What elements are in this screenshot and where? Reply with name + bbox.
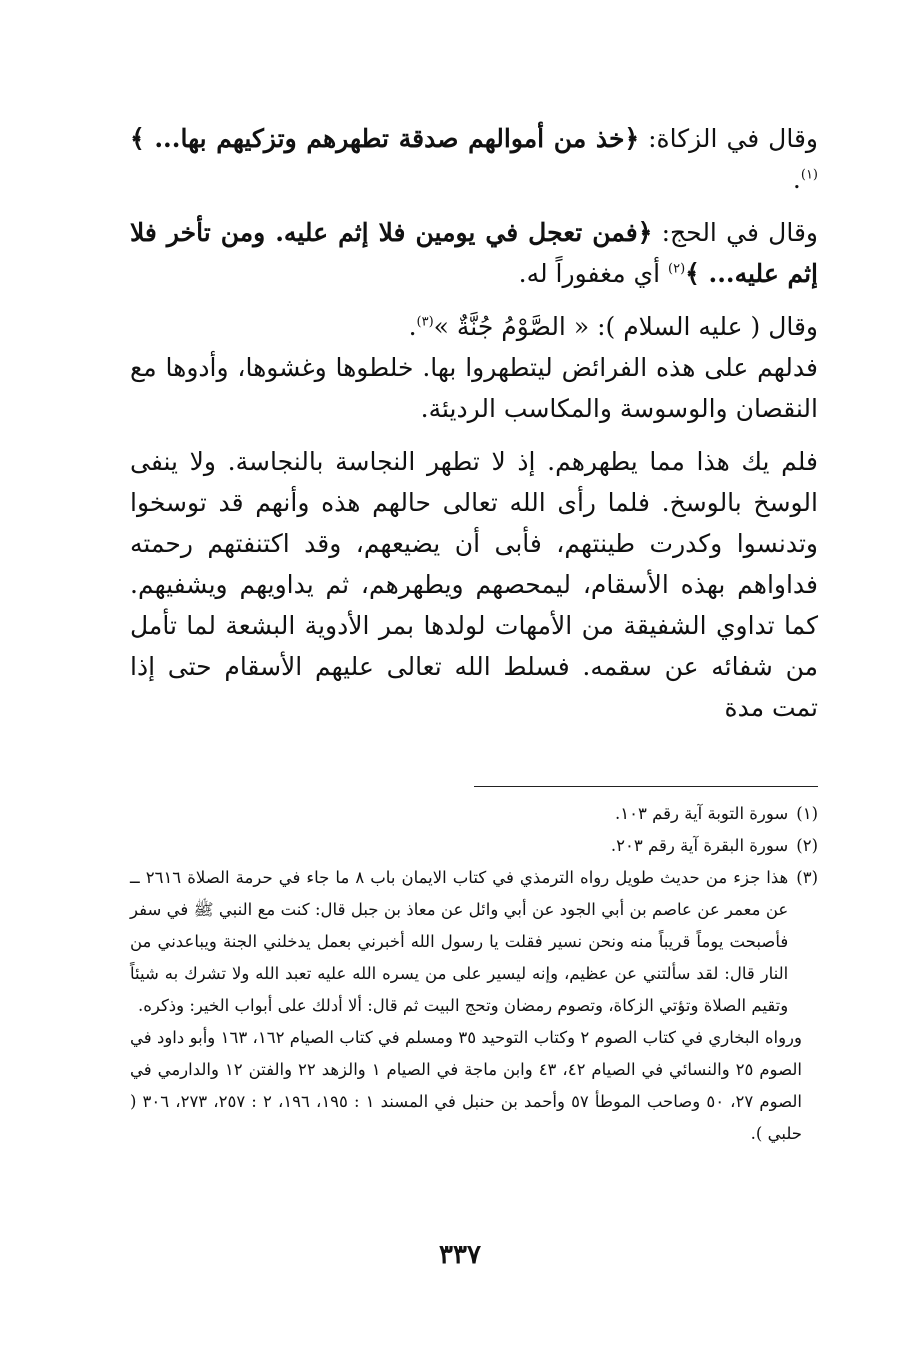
- footnotes: [130, 798, 818, 1150]
- paragraph-hajj: [130, 212, 818, 294]
- ornate-bracket-close: ﴾: [130, 124, 145, 153]
- end-text: .: [408, 312, 417, 341]
- end-text: أي مغفوراً له.: [518, 259, 668, 288]
- footnote-1: [130, 798, 818, 830]
- footnote-3: [130, 862, 818, 1022]
- footnote-number: (٣): [796, 868, 818, 887]
- footnote-number: (٢): [796, 836, 818, 855]
- footnote-ref: (٢): [668, 261, 686, 277]
- quran-verse: فمن تعجل في يومين فلا إثم عليه. ومن تأخر فلا إثم عليه...: [130, 218, 818, 288]
- footnote-divider: [474, 786, 818, 787]
- footnote-2: [130, 830, 818, 862]
- ornate-bracket-close: ﴾: [685, 259, 700, 288]
- footnote-text: هذا جزء من حديث طويل رواه الترمذي في كتاب الايمان باب ٨ ما جاء في حرمة الصلاة ٢٦١٦ ــ عن معمر عن عاصم بن أبي الجود عن أبي وائل عن معاذ بن جبل قال: كنت مع النبي ﷺ في سفر فأصبحت يوماً قريباً منه ونحن نسير فقلت يا رسول الله أخبرني بعمل يدخلني الجنة ويباعدني من النار قال: لقد سألتني عن عظيم، وإنه ليسير على من يسره الله عليه تعبد الله ولا تشرك به شيئاً وتقيم الصلاة وتؤتي الزكاة، وتصوم رمضان وتحج البيت ثم قال: ألا أدلك على أبواب الخير: وذكره.: [130, 868, 789, 1015]
- ornate-bracket-open: ﴿: [637, 218, 653, 247]
- paragraph-fasting: [130, 306, 818, 429]
- footnote-ref: (١): [800, 167, 818, 183]
- footnote-number: (١): [796, 804, 818, 823]
- hadith-text: وقال ( عليه السلام ): « الصَّوْمُ جُنَّةٌ »: [433, 312, 818, 341]
- paragraph-zakat: [130, 118, 818, 200]
- footnote-ref: (٣): [416, 314, 434, 330]
- intro-text: وقال في الحج:: [652, 218, 818, 247]
- paragraph-purification: فلم يك هذا مما يطهرهم. إذ لا تطهر النجاسة بالنجاسة. ولا ينفى الوسخ بالوسخ. فلما رأى الله تعالى حالهم هذه وأنهم قد توسخوا وتدنسوا وكدرت طينتهم، فأبى أن يضيعهم، وقد اكتنفتهم رحمته فداواهم بهذه الأسقام، ليمحصهم ويطهرهم، ثم يداويهم ويشفيهم. كما تداوي الشفيقة من الأمهات لولدها بمر الأدوية البشعة لما تأمل من شفائه عن سقمه. فسلط الله تعالى عليهم الأسقام حتى إذا تمت مدة: [130, 447, 819, 722]
- intro-text: وقال في الزكاة:: [639, 124, 818, 153]
- footnote-3-continuation: ورواه البخاري في كتاب الصوم ٢ وكتاب التوحيد ٣٥ ومسلم في كتاب الصيام ١٦٢، ١٦٣ وأبو داود في الصوم ٢٥ والنسائي في الصيام ٤٢، ٤٣ وابن ماجة في الصيام ١ والزهد ٢٢ والفتن ١٢ والدارمي في الصوم ٢٧، ٥٠ وصاحب الموطأ ٥٧ وأحمد بن حنبل في المسند ١ : ١٩٥، ١٩٦، ٢ : ٢٥٧، ٢٧٣، ٣٠٦ ( حلبي ).: [130, 1028, 803, 1143]
- continuation-text: فدلهم على هذه الفرائض ليتطهروا بها. خلطوها وغشوها، وأدوها مع النقصان والوسوسة والمكاسب الرديئة.: [130, 353, 818, 423]
- ornate-bracket-open: ﴿: [624, 124, 640, 153]
- main-text: [130, 118, 818, 728]
- quran-verse: خذ من أموالهم صدقة تطهرهم وتزكيهم بها...: [144, 124, 625, 153]
- footnote-text: سورة البقرة آية رقم ٢٠٣.: [610, 836, 789, 855]
- page-number: ٣٣٧: [439, 1240, 481, 1270]
- end-text: .: [792, 165, 801, 194]
- footnote-text: سورة التوبة آية رقم ١٠٣.: [615, 804, 789, 823]
